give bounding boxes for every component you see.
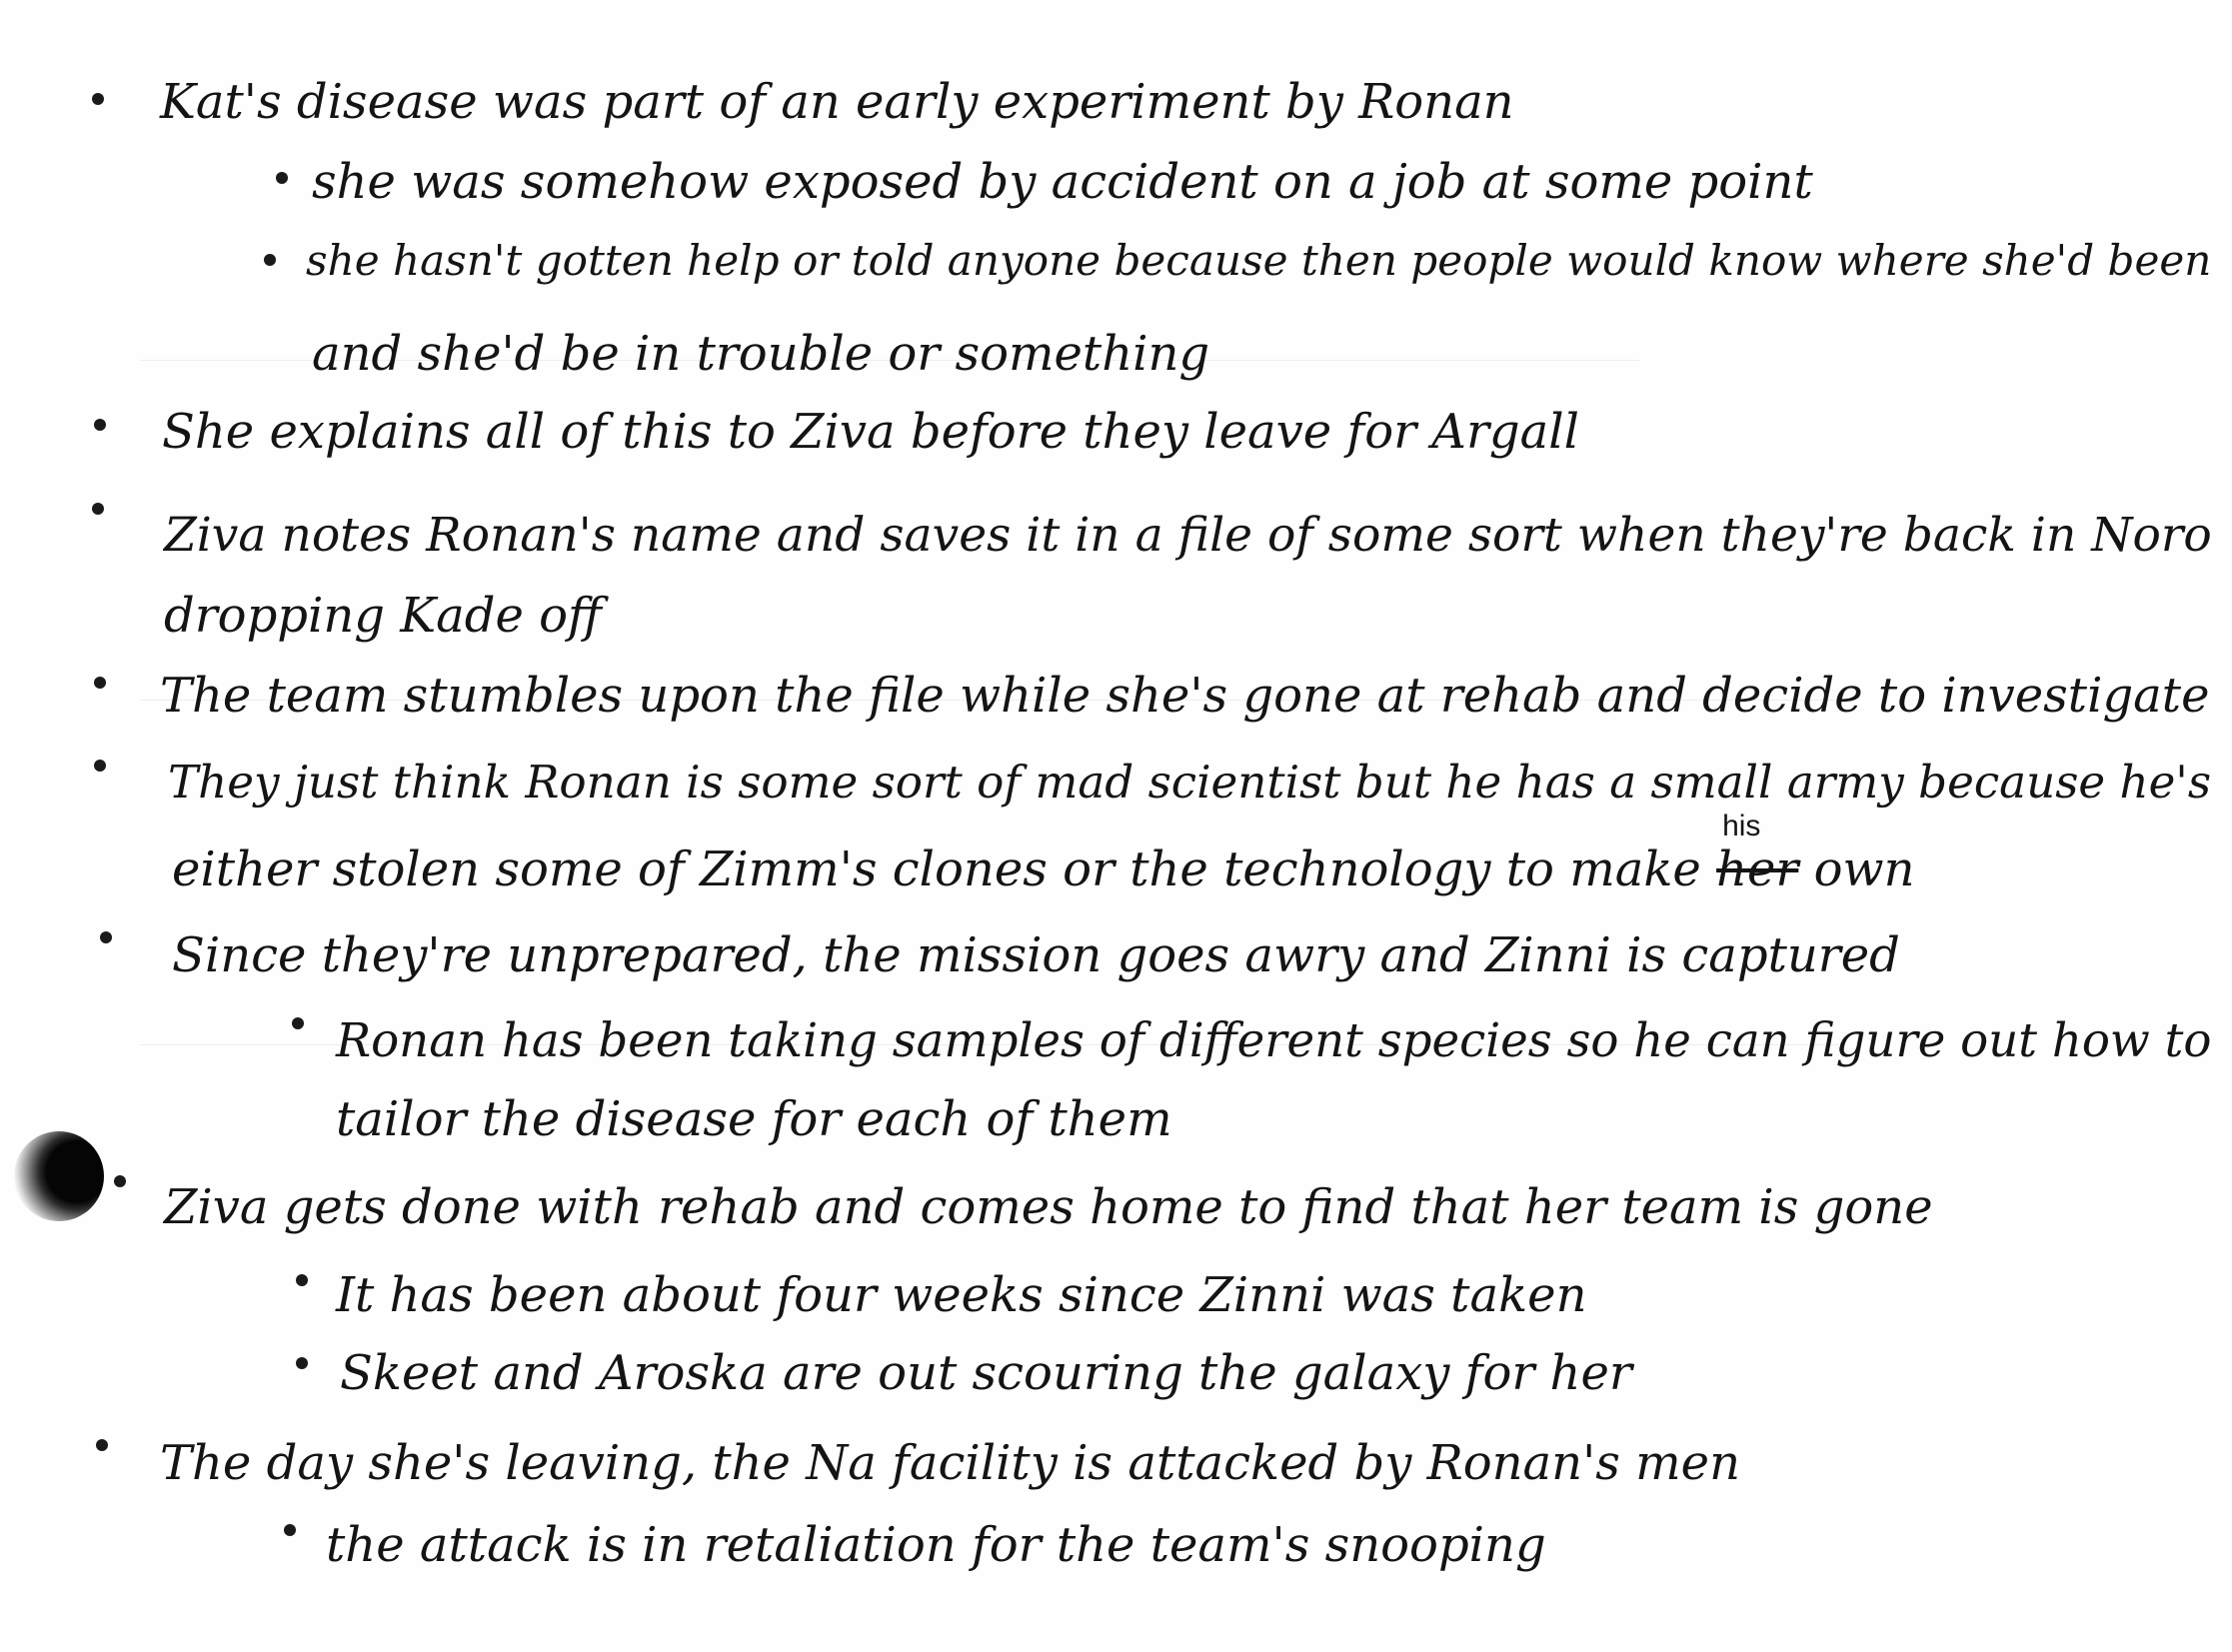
struck-word: her <box>1716 841 1799 897</box>
bullet-point <box>296 1357 308 1369</box>
bullet-point <box>96 1439 108 1451</box>
bullet-point <box>92 503 104 515</box>
bullet-point <box>92 93 104 105</box>
note-line: Ziva gets done with rehab and comes home to find that her team is gone <box>164 1179 1933 1235</box>
note-line: Skeet and Aroska are out scouring the galaxy for her <box>340 1345 1632 1401</box>
note-line: The team stumbles upon the file while she's gone at rehab and decide to investigate <box>160 668 2210 724</box>
note-line: she hasn't gotten help or told anyone because then people would know where she'd been <box>306 236 2212 285</box>
bullet-point <box>284 1524 296 1536</box>
note-line: Ronan has been taking samples of different species so he can figure out how to <box>336 1013 2212 1067</box>
note-line: tailor the disease for each of them <box>336 1091 1172 1147</box>
bullet-point <box>296 1274 308 1286</box>
note-line: dropping Kade off <box>164 588 603 644</box>
bullet-point <box>264 254 276 266</box>
bullet-point <box>100 931 112 943</box>
bullet-point <box>292 1017 304 1029</box>
note-line: The day she's leaving, the Na facility is attacked by Ronan's men <box>160 1435 1740 1491</box>
note-line: She explains all of this to Ziva before they leave for Argall <box>162 404 1579 460</box>
note-line-text: own <box>1798 841 1915 897</box>
correction <box>1716 810 1799 897</box>
bullet-point <box>94 419 106 431</box>
note-line-text: either stolen some of Zimm's clones or the technology to make <box>172 841 1717 897</box>
bullet-point <box>114 1175 126 1187</box>
inserted-word: his <box>1722 810 1761 842</box>
note-line: Since they're unprepared, the mission goes awry and Zinni is captured <box>172 927 1900 983</box>
note-line: Ziva notes Ronan's name and saves it in a file of some sort when they're back in Noro <box>164 508 2212 563</box>
note-line: Kat's disease was part of an early experiment by Ronan <box>160 74 1514 130</box>
note-line: she was somehow exposed by accident on a job at some point <box>312 154 1813 210</box>
note-line: They just think Ronan is some sort of mad scientist but he has a small army because he's <box>168 756 2212 809</box>
note-line: and she'd be in trouble or something <box>312 326 1210 382</box>
bullet-point <box>276 172 288 184</box>
note-line: the attack is in retaliation for the team's snooping <box>326 1517 1546 1573</box>
note-line: It has been about four weeks since Zinni was taken <box>336 1267 1587 1323</box>
bullet-point <box>94 677 106 689</box>
binder-hole-punch <box>14 1131 104 1221</box>
bullet-point <box>94 760 106 772</box>
note-line <box>172 810 1915 897</box>
